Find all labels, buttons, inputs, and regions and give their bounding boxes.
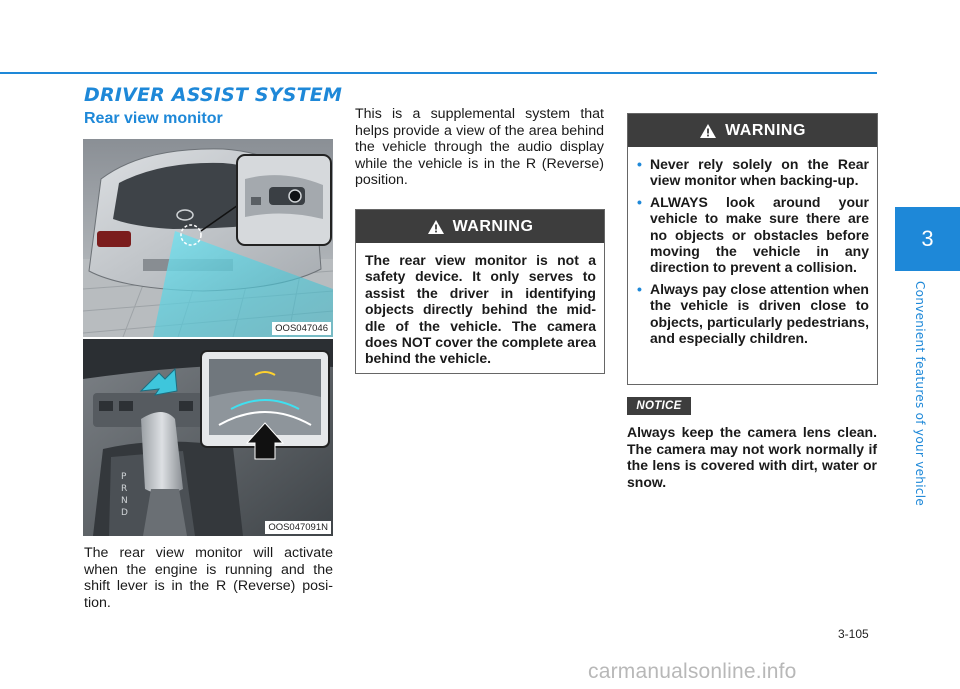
warning-item-text: ALWAYS look around your vehicle to make sure there are no objects or obstacles before moving the vehicle in any direction to prevent a collision.: [650, 193, 869, 276]
warning-label: WARNING: [452, 217, 534, 235]
svg-text:R: R: [121, 484, 128, 494]
warning-box-list: [627, 113, 878, 385]
warning-triangle-icon: [427, 219, 445, 235]
warning-item-text: Always pay close attention when the vehicle is driven close to objects, particularly pedestrians, and especially children.: [650, 280, 869, 347]
subheading: Rear view monitor: [84, 110, 223, 127]
warning-label: WARNING: [725, 121, 806, 139]
svg-text:D: D: [121, 508, 128, 518]
bullet-icon: •: [637, 193, 642, 210]
figure-caption: OOS047091N: [265, 521, 331, 534]
section-title: DRIVER ASSIST SYSTEM: [84, 84, 343, 106]
notice-text: Always keep the camera lens clean. The camera may not work normally if the lens is covered with dirt, water or snow.: [627, 424, 877, 490]
warning-list: [628, 147, 877, 346]
shift-lever-illustration: [83, 339, 333, 536]
warning-triangle-icon: [699, 123, 717, 139]
chapter-tab: [895, 207, 960, 271]
page-number: 3-105: [838, 627, 869, 641]
middle-paragraph: This is a supplemental system that helps provide a view of the area behind the vehicle through the audio display while the vehicle is in the R (Reverse) position.: [355, 106, 604, 189]
rear-camera-figure: [83, 139, 333, 337]
rear-camera-illustration: [83, 139, 333, 337]
warning-box: [355, 209, 605, 374]
bullet-icon: •: [637, 156, 642, 172]
svg-text:P: P: [121, 472, 127, 482]
chapter-number: 3: [921, 226, 934, 251]
shift-lever-figure: [83, 339, 333, 536]
bullet-icon: •: [637, 280, 642, 297]
warning-header: [356, 210, 604, 243]
warning-list-item: [636, 156, 869, 189]
warning-text: The rear view monitor is not a safety device. It only serves to assist the driver in identifying objects directly behind the mid-dle of the vehicle. The camera does NOT cover the complete area behind the vehicle.: [365, 252, 596, 367]
warning-list-item: [636, 281, 869, 347]
warning-list-item: [636, 194, 869, 276]
svg-text:N: N: [121, 496, 128, 506]
watermark: carmanualsonline.info: [588, 660, 797, 683]
figure-caption: OOS047046: [272, 322, 331, 335]
top-rule: [0, 72, 877, 74]
left-paragraph: The rear view monitor will activate when the engine is running and the shift lever is in the R (Reverse) posi-tion.: [84, 545, 333, 611]
warning-header: [628, 114, 877, 147]
notice-badge: NOTICE: [627, 397, 691, 415]
warning-item-text: Never rely solely on the Rear view monitor when backing-up.: [650, 156, 869, 189]
chapter-side-label: Convenient features of your vehicle: [913, 281, 927, 507]
